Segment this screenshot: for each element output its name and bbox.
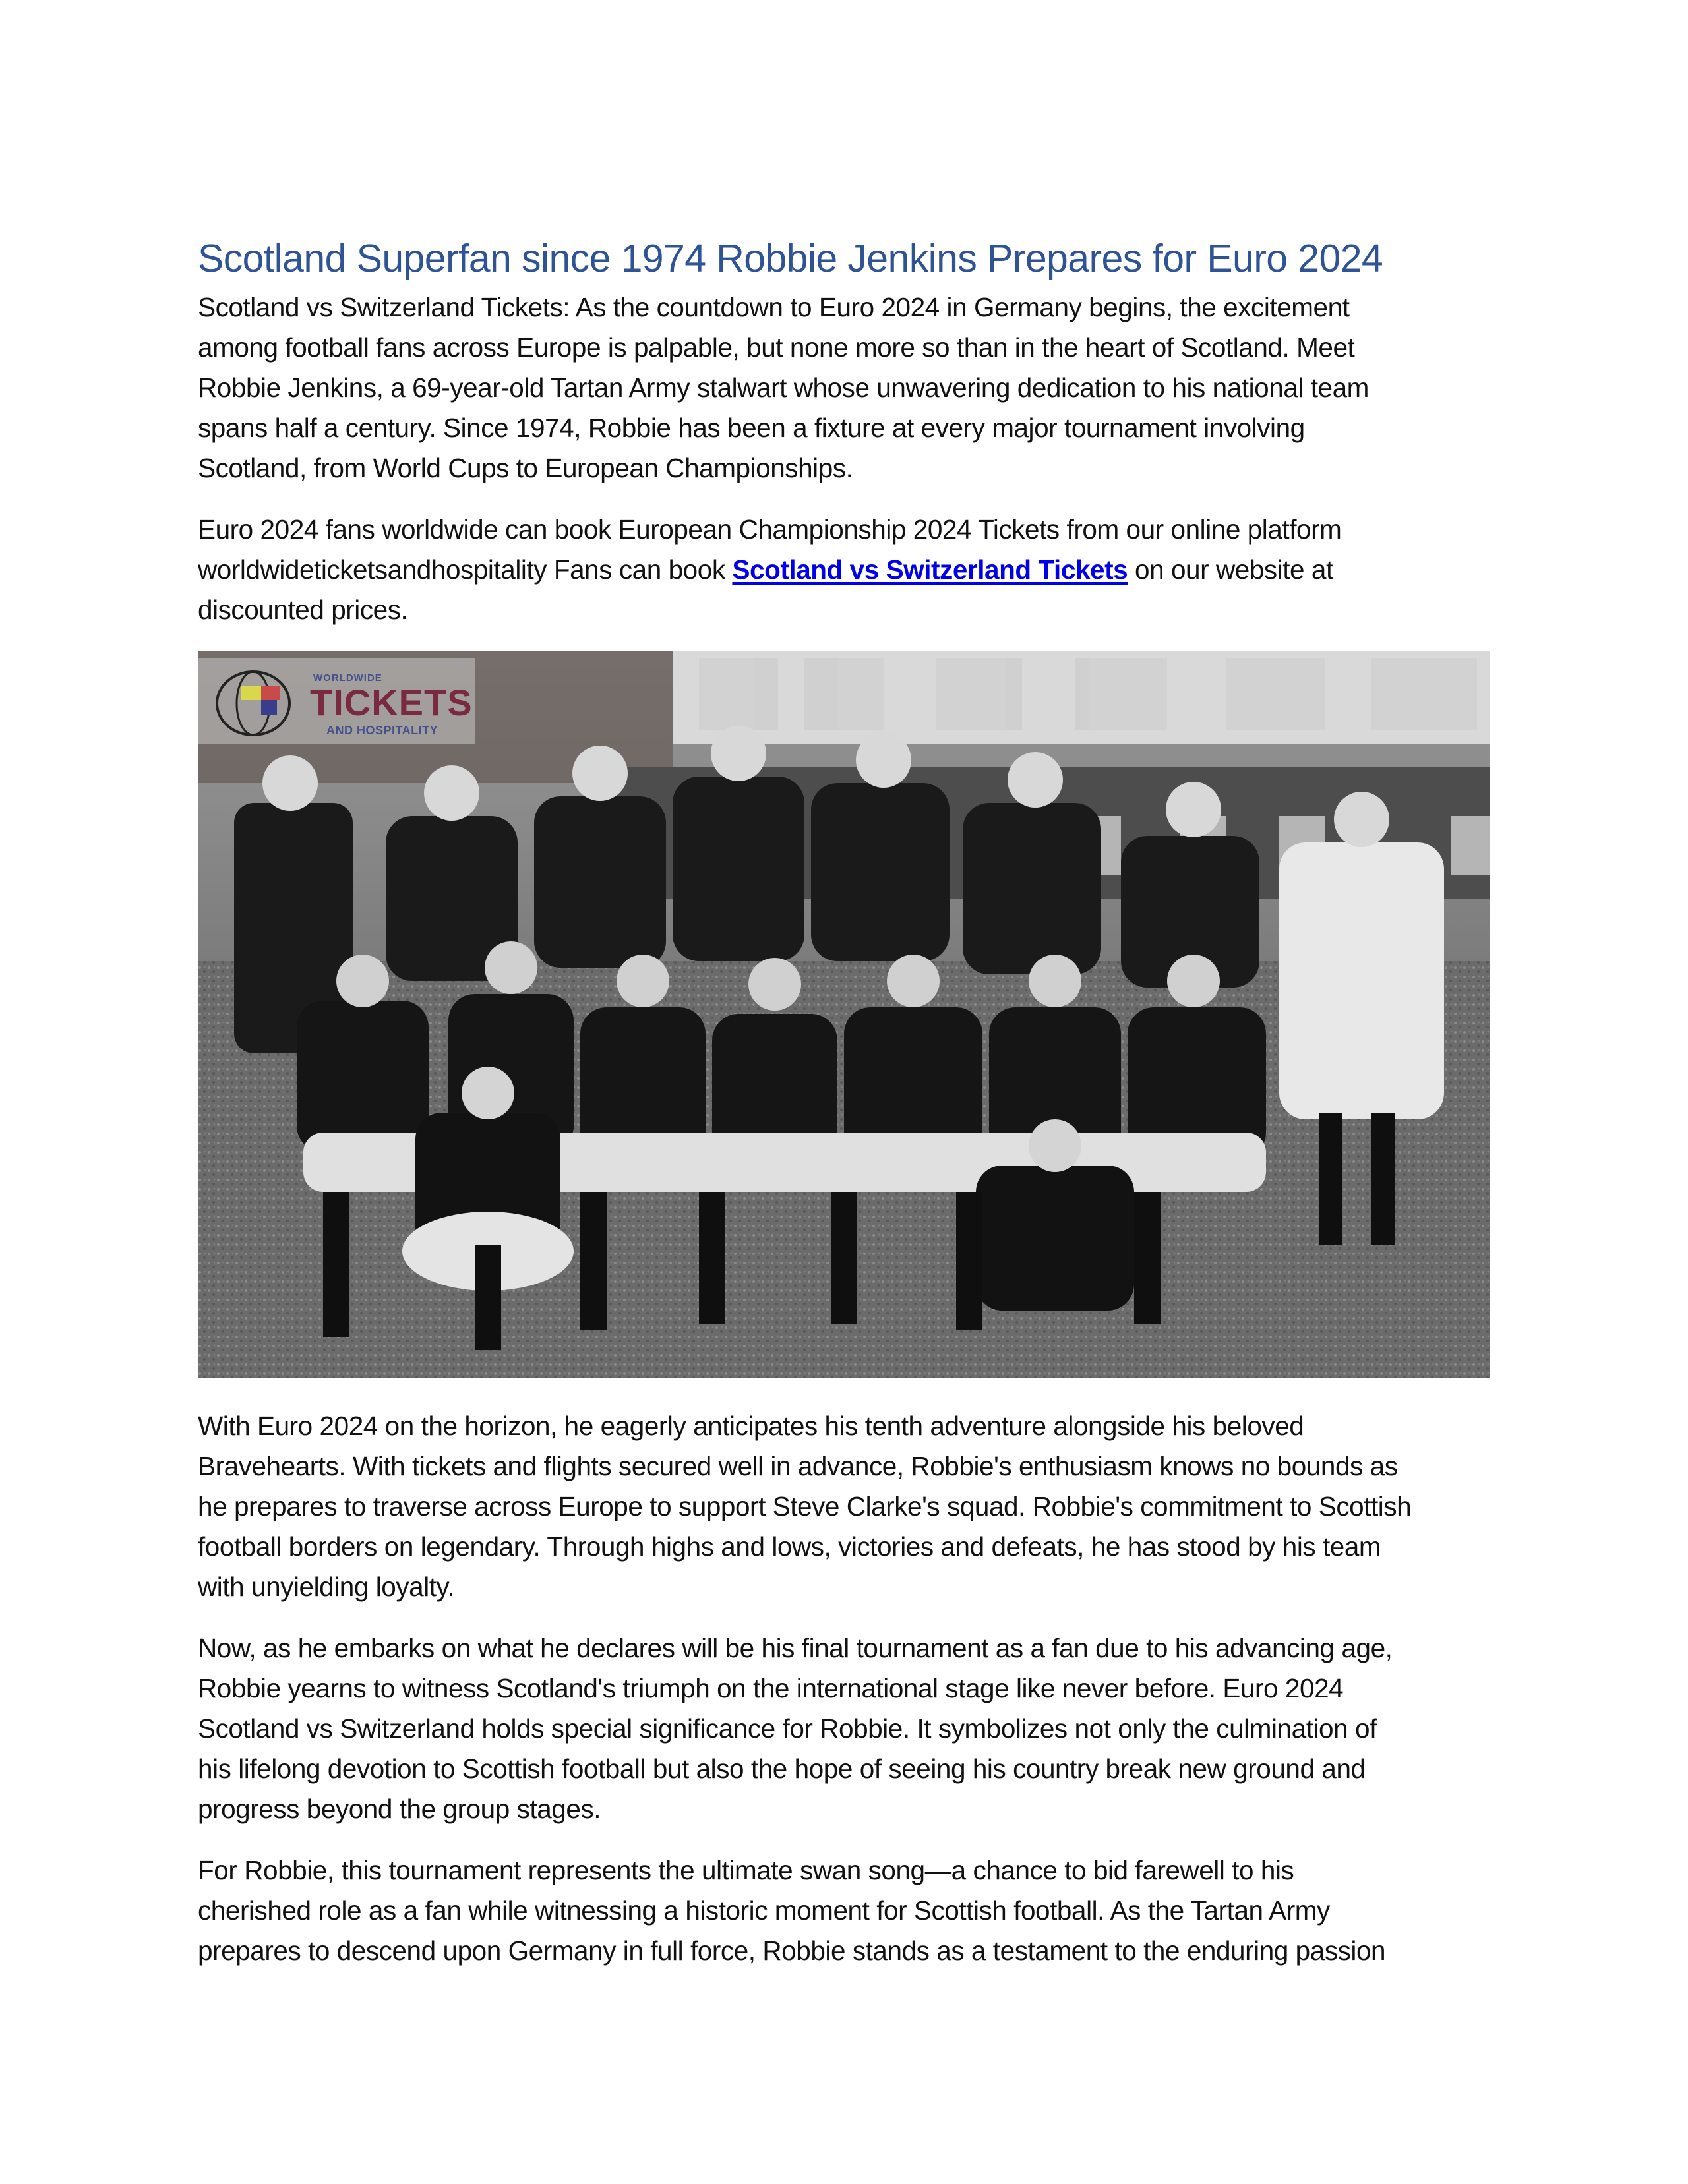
team-photo xyxy=(198,651,1490,1378)
watermark-line2: TICKETS xyxy=(310,682,473,723)
text-line: spans half a century. Since 1974, Robbie has been a fixture at every major tournament involving xyxy=(198,413,1305,443)
text-line: he prepares to traverse across Europe to support Steve Clarke's squad. Robbie's commitment to Scottish xyxy=(198,1491,1412,1521)
text-line: his lifelong devotion to Scottish football but also the hope of seeing his country break new ground and xyxy=(198,1754,1366,1784)
text-line: With Euro 2024 on the horizon, he eagerly anticipates his tenth adventure alongside his beloved xyxy=(198,1411,1304,1441)
watermark-logo xyxy=(198,658,475,744)
text-line: discounted prices. xyxy=(198,595,408,625)
globe-icon xyxy=(207,667,306,740)
text-segment: on our website at xyxy=(1128,554,1333,585)
scotland-vs-switzerland-tickets-link[interactable]: Scotland vs Switzerland Tickets xyxy=(732,554,1128,585)
text-line: Robbie Jenkins, a 69-year-old Tartan Army stalwart whose unwavering dedication to his national team xyxy=(198,372,1369,403)
text-line: Scotland vs Switzerland holds special significance for Robbie. It symbolizes not only the culmination of xyxy=(198,1713,1377,1744)
paragraph-booking xyxy=(198,510,1490,630)
text-segment: worldwideticketsandhospitality Fans can book xyxy=(198,554,733,585)
watermark-line1: WORLDWIDE xyxy=(313,672,382,684)
text-line: Bravehearts. With tickets and flights secured well in advance, Robbie's enthusiasm knows no bounds as xyxy=(198,1451,1398,1481)
text-line: For Robbie, this tournament represents the ultimate swan song—a chance to bid farewell to his xyxy=(198,1855,1294,1885)
team-photo-illustration xyxy=(198,651,1490,1378)
paragraph-intro xyxy=(198,287,1490,488)
paragraph-anticipation xyxy=(198,1406,1490,1607)
text-line: Euro 2024 fans worldwide can book European Championship 2024 Tickets from our online platform xyxy=(198,514,1342,545)
article-title: Scotland Superfan since 1974 Robbie Jenkins Prepares for Euro 2024 xyxy=(198,237,1383,280)
text-line: Now, as he embarks on what he declares will be his final tournament as a fan due to his advancing age, xyxy=(198,1633,1393,1663)
text-line: Scotland, from World Cups to European Championships. xyxy=(198,453,853,483)
text-line: cherished role as a fan while witnessing a historic moment for Scottish football. As the Tartan Army xyxy=(198,1895,1330,1926)
text-line: football borders on legendary. Through highs and lows, victories and defeats, he has stood by his team xyxy=(198,1531,1381,1562)
watermark-line3: AND HOSPITALITY xyxy=(326,724,438,737)
paragraph-swan-song xyxy=(198,1850,1490,1971)
paragraph-final-tournament xyxy=(198,1628,1490,1829)
text-line: Scotland vs Switzerland Tickets: As the countdown to Euro 2024 in Germany begins, the excitement xyxy=(198,292,1350,322)
text-line: prepares to descend upon Germany in full force, Robbie stands as a testament to the enduring passion xyxy=(198,1935,1386,1966)
text-line: progress beyond the group stages. xyxy=(198,1794,601,1824)
text-line: among football fans across Europe is palpable, but none more so than in the heart of Scotland. Meet xyxy=(198,332,1355,363)
text-line: Robbie yearns to witness Scotland's triumph on the international stage like never before. Euro 2024 xyxy=(198,1673,1344,1703)
text-line: with unyielding loyalty. xyxy=(198,1572,455,1602)
document-page xyxy=(198,231,1490,1992)
